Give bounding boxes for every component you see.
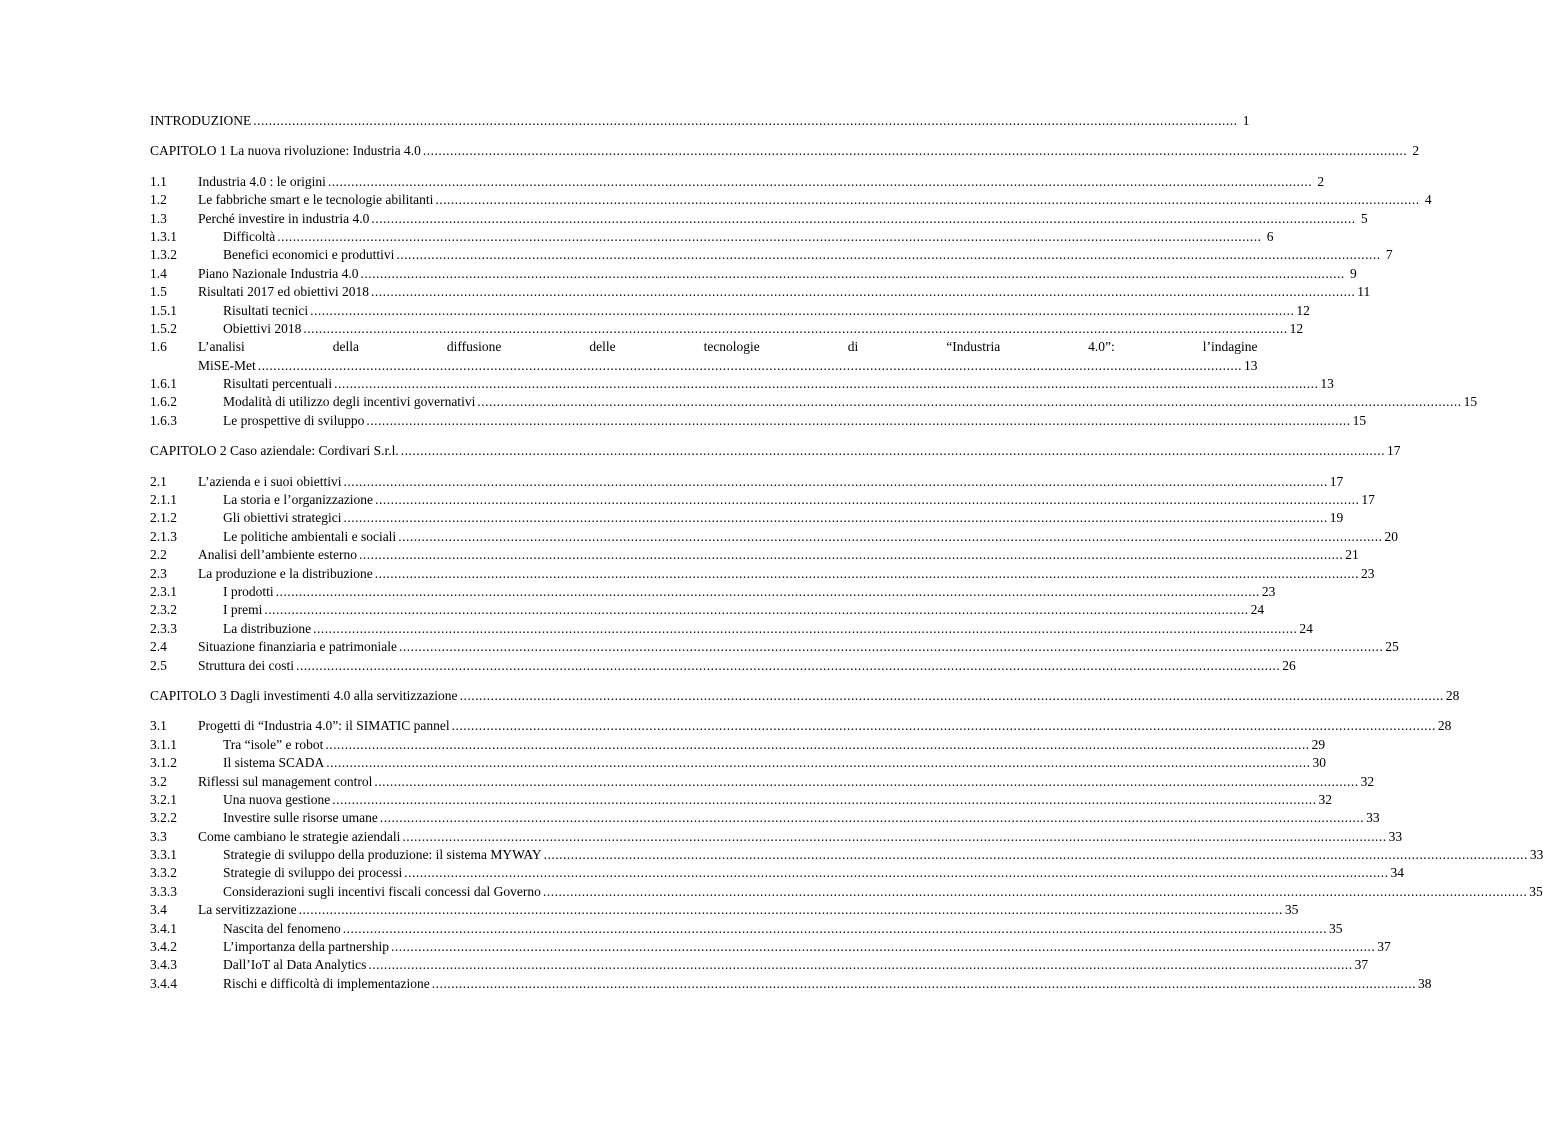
toc-entry-page: 7 [1385, 247, 1393, 263]
toc-entry-title: L’azienda e i suoi obiettivi [198, 473, 342, 489]
toc-leader-dots [402, 828, 1386, 846]
toc-leader-dots [399, 638, 1383, 656]
toc-entry-title: Progetti di “Industria 4.0”: il SIMATIC pannel [198, 718, 450, 734]
toc-entry-number: 1.4 [150, 265, 167, 281]
toc-entry-2-2[interactable] [150, 546, 1359, 564]
toc-entry-page: 15 [1463, 394, 1478, 410]
toc-entry-number: 3.3 [150, 828, 167, 844]
toc-leader-dots [326, 754, 1310, 772]
table-of-contents [150, 112, 1543, 993]
toc-entry-number: 2.1.3 [150, 528, 177, 544]
toc-entry-page: 37 [1377, 939, 1391, 955]
toc-leader-dots [374, 773, 1358, 791]
toc-entry-title: Difficoltà [223, 228, 276, 244]
toc-entry-number: 1.5.1 [150, 302, 177, 318]
toc-leader-dots [276, 583, 1260, 601]
toc-entry-2-3-2[interactable] [150, 601, 1265, 619]
toc-leader-dots [264, 601, 1248, 619]
toc-entry-title: Piano Nazionale Industria 4.0 [198, 265, 359, 281]
toc-entry-number: 1.5 [150, 284, 167, 300]
toc-entry-1-5-2[interactable] [150, 320, 1304, 338]
toc-entry-page: 4 [1424, 192, 1432, 208]
toc-leader-dots [452, 717, 1436, 735]
toc-intro-entry[interactable] [150, 112, 1250, 130]
toc-entry-title: Rischi e difficoltà di implementazione [223, 975, 430, 991]
toc-entry-number: 3.1.2 [150, 755, 177, 771]
toc-entry-number: 1.3.1 [150, 228, 177, 244]
toc-chapter-page: 17 [1386, 443, 1401, 459]
toc-entry-title-line2: MiSE-Met [198, 357, 256, 373]
toc-entry-2-3[interactable] [150, 565, 1375, 583]
toc-leader-dots [398, 528, 1382, 546]
toc-entry-page: 33 [1529, 847, 1543, 863]
toc-entry-page: 35 [1328, 920, 1343, 936]
toc-leader-dots [391, 938, 1375, 956]
toc-leader-dots [310, 302, 1294, 320]
toc-leader-dots [360, 265, 1344, 283]
toc-entry-1-2[interactable] [150, 191, 1432, 209]
toc-entry-page: 15 [1352, 412, 1367, 428]
toc-entry-title: Risultati percentuali [223, 376, 333, 392]
toc-entry-1-6-1[interactable] [150, 375, 1334, 393]
toc-entry-title: Industria 4.0 : le origini [198, 173, 326, 189]
toc-chapter-title: CAPITOLO 3 Dagli investimenti 4.0 alla servitizzazione [150, 687, 458, 703]
toc-entry-title: Modalità di utilizzo degli incentivi governativi [223, 394, 476, 410]
toc-entry-page: 35 [1284, 902, 1299, 918]
toc-entry-page: 12 [1289, 320, 1304, 336]
toc-entry-title: La distribuzione [223, 620, 312, 636]
toc-entry-3-1-2[interactable] [150, 754, 1326, 772]
toc-entry-title: Le politiche ambientali e sociali [223, 528, 397, 544]
toc-entry-2-1[interactable] [150, 473, 1344, 491]
toc-entry-title: Benefici economici e produttivi [223, 247, 395, 263]
toc-entry-number: 2.5 [150, 657, 167, 673]
toc-entry-1-4[interactable] [150, 265, 1357, 283]
toc-entry-page: 32 [1318, 791, 1332, 807]
toc-entry-3-4-2[interactable] [150, 938, 1391, 956]
toc-entry-3-1-1[interactable] [150, 736, 1326, 754]
toc-entry-page: 2 [1317, 173, 1325, 189]
toc-entry-number: 1.3.2 [150, 247, 177, 263]
toc-entry-1-1[interactable] [150, 173, 1325, 191]
toc-leader-dots [366, 412, 1350, 430]
toc-entry-number: 3.3.2 [150, 865, 177, 881]
toc-entry-1-6-2[interactable] [150, 393, 1478, 411]
toc-entry-3-1[interactable] [150, 717, 1452, 735]
toc-entry-page: 30 [1312, 755, 1326, 771]
toc-entry-title: Risultati tecnici [223, 302, 309, 318]
toc-entry-number: 3.2.2 [150, 810, 177, 826]
toc-leader-dots [343, 920, 1327, 938]
toc-entry-title: La servitizzazione [198, 902, 297, 918]
toc-entry-page: 21 [1345, 547, 1359, 563]
toc-entry-title: Struttura dei costi [198, 657, 294, 673]
toc-entry-number: 3.3.1 [150, 847, 177, 863]
toc-entry-title: Obiettivi 2018 [223, 320, 302, 336]
toc-entry-number: 2.1.2 [150, 510, 177, 526]
toc-leader-dots [332, 791, 1316, 809]
toc-entry-page: 13 [1320, 376, 1334, 392]
toc-chapter-page: 2 [1412, 143, 1420, 159]
toc-entry-number: 3.1.1 [150, 736, 177, 752]
toc-entry-1-6[interactable] [150, 338, 1258, 375]
toc-entry-title: Risultati 2017 ed obiettivi 2018 [198, 284, 369, 300]
toc-entry-number: 2.3.3 [150, 620, 177, 636]
toc-entry-3-4-3[interactable] [150, 956, 1369, 974]
toc-chapter-1-heading[interactable] [150, 142, 1420, 160]
toc-chapter-2-heading[interactable] [150, 442, 1401, 460]
toc-entry-page: 13 [1244, 357, 1258, 373]
toc-leader-dots [435, 191, 1419, 209]
toc-entry-3-3[interactable] [150, 828, 1403, 846]
toc-entry-title: Situazione finanziaria e patrimoniale [198, 639, 398, 655]
toc-leader-dots [368, 956, 1352, 974]
toc-entry-title: Le prospettive di sviluppo [223, 412, 365, 428]
toc-entry-page: 35 [1529, 883, 1543, 899]
toc-leader-dots [359, 546, 1343, 564]
toc-entry-page: 28 [1437, 718, 1452, 734]
toc-entry-page: 23 [1360, 565, 1375, 581]
toc-leader-dots [303, 320, 1287, 338]
toc-entry-2-3-3[interactable] [150, 620, 1313, 638]
toc-entry-3-3-2[interactable] [150, 864, 1404, 882]
toc-entry-page: 33 [1366, 810, 1380, 826]
toc-entry-number: 3.4.1 [150, 920, 177, 936]
toc-entry-number: 3.4.2 [150, 939, 177, 955]
toc-entry-number: 2.1 [150, 473, 167, 489]
toc-entry-3-3-3[interactable] [150, 883, 1543, 901]
toc-chapter-title: CAPITOLO 2 Caso aziendale: Cordivari S.r.l. [150, 443, 399, 459]
toc-entry-2-1-2[interactable] [150, 509, 1344, 527]
toc-leader-dots [477, 393, 1461, 411]
toc-intro-page: 1 [1242, 113, 1250, 128]
toc-entry-page: 12 [1296, 302, 1310, 318]
toc-entry-title: I prodotti [223, 583, 274, 599]
toc-entry-1-3[interactable] [150, 210, 1368, 228]
toc-entry-number: 2.2 [150, 547, 167, 563]
toc-entry-page: 32 [1360, 773, 1375, 789]
toc-leader-dots [543, 883, 1527, 901]
toc-entry-number: 3.3.3 [150, 883, 177, 899]
toc-entry-number: 1.3 [150, 210, 167, 226]
toc-leader-dots [396, 246, 1380, 264]
toc-leader-dots [296, 657, 1280, 675]
toc-entry-number: 2.4 [150, 639, 167, 655]
toc-entry-number: 2.3.1 [150, 583, 177, 599]
toc-entry-page: 24 [1250, 602, 1265, 618]
toc-leader-dots [299, 901, 1283, 919]
toc-entry-page: 9 [1349, 265, 1357, 281]
toc-leader-dots [544, 846, 1528, 864]
toc-entry-page: 25 [1385, 639, 1399, 655]
toc-entry-title: Nascita del fenomeno [223, 920, 341, 936]
toc-entry-2-1-1[interactable] [150, 491, 1375, 509]
toc-entry-number: 3.2.1 [150, 791, 177, 807]
toc-entry-2-4[interactable] [150, 638, 1399, 656]
toc-entry-title: Analisi dell’ambiente esterno [198, 547, 357, 563]
toc-entry-number: 1.6.3 [150, 412, 177, 428]
toc-entry-3-2-1[interactable] [150, 791, 1332, 809]
toc-entry-1-6-3[interactable] [150, 412, 1367, 430]
toc-entry-page: 34 [1390, 865, 1404, 881]
toc-entry-3-2[interactable] [150, 773, 1375, 791]
toc-entry-1-3-2[interactable] [150, 246, 1393, 264]
toc-entry-2-5[interactable] [150, 657, 1296, 675]
toc-entry-page: 17 [1329, 473, 1344, 489]
toc-chapter-3-heading[interactable] [150, 687, 1460, 705]
toc-entry-number: 3.2 [150, 773, 167, 789]
toc-entry-title: La produzione e la distribuzione [198, 565, 373, 581]
toc-entry-page: 33 [1388, 828, 1403, 844]
toc-entry-title: Strategie di sviluppo dei processi [223, 865, 403, 881]
toc-leader-dots [253, 112, 1237, 130]
toc-entry-title: Dall’IoT al Data Analytics [223, 957, 367, 973]
toc-entry-title: Considerazioni sugli incentivi fiscali concessi dal Governo [223, 883, 541, 899]
toc-leader-dots [375, 491, 1359, 509]
toc-intro-title: INTRODUZIONE [150, 113, 252, 128]
toc-leader-dots [328, 173, 1312, 191]
toc-entry-page: 5 [1360, 210, 1368, 226]
toc-entry-title-block [198, 338, 1258, 375]
toc-entry-page: 38 [1417, 975, 1432, 991]
toc-entry-title: Investire sulle risorse umane [223, 810, 378, 826]
toc-entry-number: 1.6.2 [150, 394, 177, 410]
toc-entry-number: 3.4.4 [150, 975, 177, 991]
toc-entry-3-4-4[interactable] [150, 975, 1432, 993]
toc-leader-dots [371, 210, 1355, 228]
toc-leader-dots [325, 736, 1309, 754]
toc-leader-dots [258, 357, 1242, 375]
toc-entry-title: Una nuova gestione [223, 791, 331, 807]
toc-entry-2-3-1[interactable] [150, 583, 1276, 601]
toc-entry-number: 1.5.2 [150, 320, 177, 336]
toc-leader-dots [313, 620, 1297, 638]
toc-leader-dots [423, 142, 1407, 160]
toc-entry-1-5[interactable] [150, 283, 1371, 301]
toc-entry-number: 2.1.1 [150, 492, 177, 508]
toc-leader-dots [401, 442, 1385, 460]
toc-entry-page: 24 [1299, 620, 1313, 636]
toc-entry-title: Il sistema SCADA [223, 755, 325, 771]
toc-entry-title: Riflessi sul management control [198, 773, 373, 789]
toc-entry-page: 11 [1357, 284, 1371, 300]
toc-entry-number: 1.1 [150, 173, 167, 189]
toc-entry-page: 19 [1329, 510, 1344, 526]
toc-entry-title: Le fabbriche smart e le tecnologie abilitanti [198, 192, 434, 208]
toc-entry-number: 3.1 [150, 718, 167, 734]
toc-leader-dots [334, 375, 1318, 393]
toc-entry-3-2-2[interactable] [150, 809, 1380, 827]
toc-entry-title-line1: L’analisi della diffusione delle tecnologie di “Industria 4.0”: l’indagine [198, 339, 1258, 355]
toc-leader-dots [277, 228, 1261, 246]
toc-entry-title: Tra “isole” e robot [223, 736, 324, 752]
toc-entry-number: 2.3.2 [150, 602, 177, 618]
toc-leader-dots [380, 809, 1364, 827]
toc-leader-dots [343, 509, 1327, 527]
toc-leader-dots [404, 864, 1388, 882]
toc-entry-page: 6 [1266, 228, 1274, 244]
toc-entry-page: 20 [1384, 528, 1398, 544]
toc-entry-3-4[interactable] [150, 901, 1299, 919]
toc-entry-3-3-1[interactable] [150, 846, 1543, 864]
toc-chapter-page: 28 [1445, 687, 1460, 703]
toc-entry-number: 1.6 [150, 339, 167, 355]
toc-entry-page: 23 [1261, 583, 1276, 599]
toc-entry-title: I premi [223, 602, 263, 618]
toc-leader-dots [371, 283, 1355, 301]
toc-entry-page: 37 [1354, 957, 1369, 973]
toc-entry-title-line2-row [198, 357, 1258, 375]
toc-entry-number: 3.4.3 [150, 957, 177, 973]
toc-entry-3-4-1[interactable] [150, 920, 1343, 938]
toc-leader-dots [432, 975, 1416, 993]
toc-leader-dots [343, 473, 1327, 491]
toc-entry-2-1-3[interactable] [150, 528, 1398, 546]
toc-entry-number: 3.4 [150, 902, 167, 918]
toc-entry-title: L’importanza della partnership [223, 939, 389, 955]
toc-entry-title: Strategie di sviluppo della produzione: il sistema MYWAY [223, 847, 542, 863]
toc-chapter-title: CAPITOLO 1 La nuova rivoluzione: Industria 4.0 [150, 143, 421, 159]
toc-entry-page: 17 [1361, 492, 1375, 508]
toc-entry-title: Come cambiano le strategie aziendali [198, 828, 401, 844]
toc-entry-1-5-1[interactable] [150, 302, 1310, 320]
toc-entry-title: Perché investire in industria 4.0 [198, 210, 370, 226]
toc-leader-dots [460, 687, 1444, 705]
toc-entry-1-3-1[interactable] [150, 228, 1274, 246]
toc-entry-number: 1.6.1 [150, 376, 177, 392]
toc-entry-title: Gli obiettivi strategici [223, 510, 342, 526]
toc-entry-page: 26 [1282, 657, 1296, 673]
toc-entry-number: 1.2 [150, 192, 167, 208]
toc-leader-dots [375, 565, 1359, 583]
toc-entry-number: 2.3 [150, 565, 167, 581]
toc-entry-title: La storia e l’organizzazione [223, 492, 374, 508]
toc-entry-page: 29 [1311, 736, 1326, 752]
